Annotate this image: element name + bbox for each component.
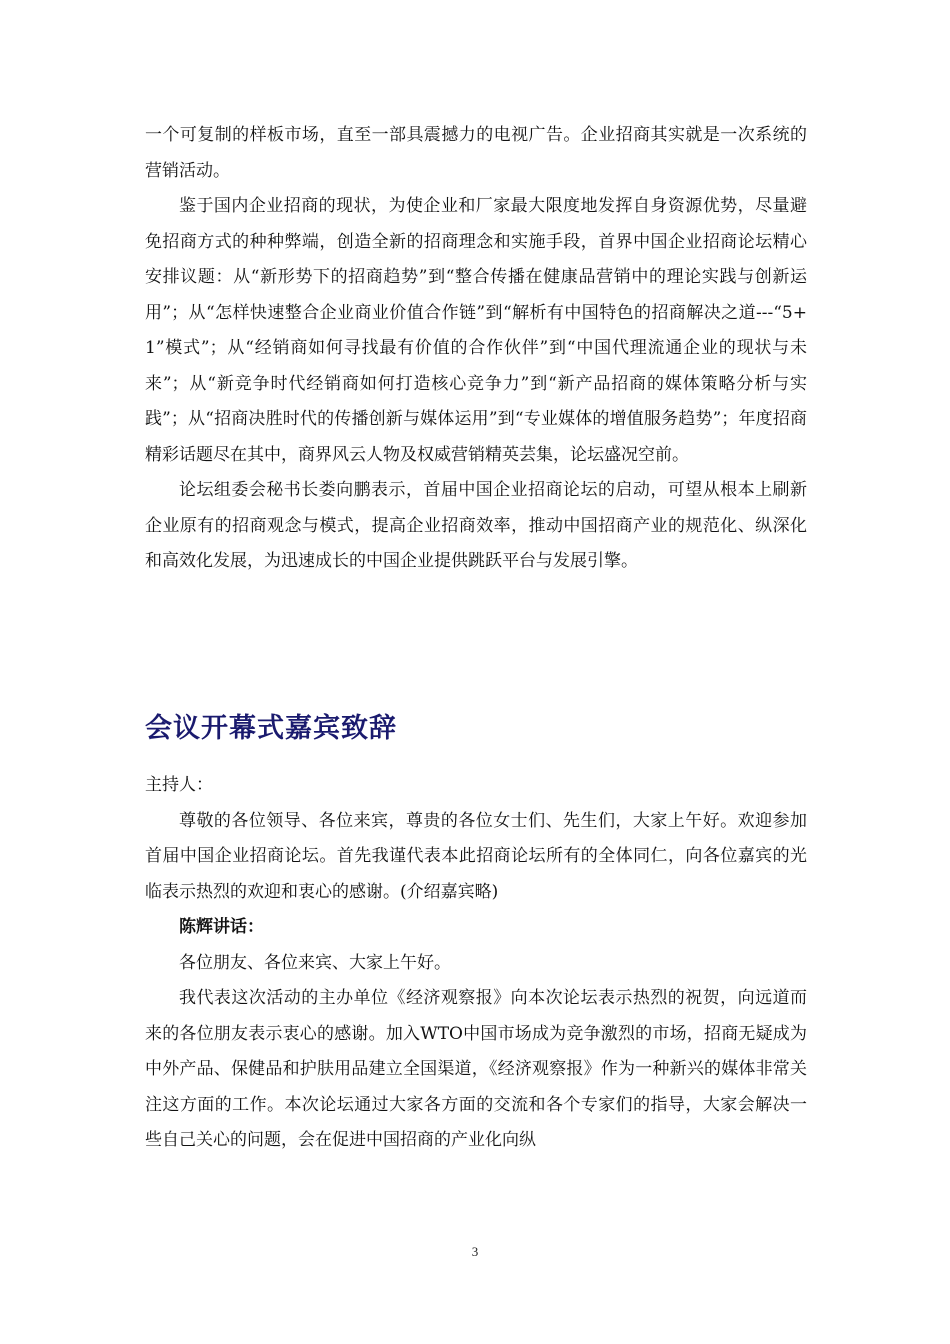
speech-greeting: 各位朋友、各位来宾、大家上午好。	[179, 952, 451, 973]
section-intro-body	[145, 118, 807, 580]
paragraph-forum-topics: 鉴于国内企业招商的现状，为使企业和厂家最大限度地发挥自身资源优势，尽量避免招商方式的种种弊端，创造全新的招商理念和实施手段，首界中国企业招商论坛精心安排议题：从“新形势下的招商趋势”到“整合传播在健康品营销中的理论实践与创新运用”；从“怎样快速整合企业商业价值合作链”到“解析有中国特色的招商解决之道---“5+1”模式”；从“经销商如何寻找最有价值的合作伙伴”到“中国代理流通企业的现状与未来”；从“新竞争时代经销商如何打造核心竞争力”到“新产品招商的媒体策略分析与实践”；从“招商决胜时代的传播创新与媒体运用”到“专业媒体的增值服务趋势”；年度招商精彩话题尽在其中，商界风云人物及权威营销精英芸集，论坛盛况空前。	[145, 196, 807, 465]
section-heading-opening-speeches: 会议开幕式嘉宾致辞	[145, 713, 397, 744]
host-label: 主持人：	[145, 775, 213, 795]
page-number: 3	[471, 1244, 479, 1259]
section-speeches-body	[145, 768, 807, 1159]
paragraph-continuation: 一个可复制的样板市场，直至一部具震撼力的电视广告。企业招商其实就是一次系统的营销活动。	[145, 125, 807, 181]
speech-body: 我代表这次活动的主办单位《经济观察报》向本次论坛表示热烈的祝贺，向远道而来的各位朋友表示衷心的感谢。加入WTO中国市场成为竞争激烈的市场，招商无疑成为中外产品、保健品和护肤用品建立全国渠道，《经济观察报》作为一种新兴的媒体非常关注这方面的工作。本次论坛通过大家各方面的交流和各个专家们的指导，大家会解决一些自己关心的问题，会在促进中国招商的产业化向纵	[145, 988, 807, 1150]
speaker-label: 陈辉讲话：	[179, 917, 264, 937]
paragraph-secretary-statement: 论坛组委会秘书长娄向鹏表示，首届中国企业招商论坛的启动，可望从根本上刷新企业原有的招商观念与模式，提高企业招商效率，推动中国招商产业的规范化、纵深化和高效化发展，为迅速成长的中国企业提供跳跃平台与发展引擎。	[145, 480, 807, 571]
host-speech: 尊敬的各位领导、各位来宾，尊贵的各位女士们、先生们，大家上午好。欢迎参加首届中国企业招商论坛。首先我谨代表本此招商论坛所有的全体同仁，向各位嘉宾的光临表示热烈的欢迎和衷心的感谢。(介绍嘉宾略)	[145, 810, 807, 902]
